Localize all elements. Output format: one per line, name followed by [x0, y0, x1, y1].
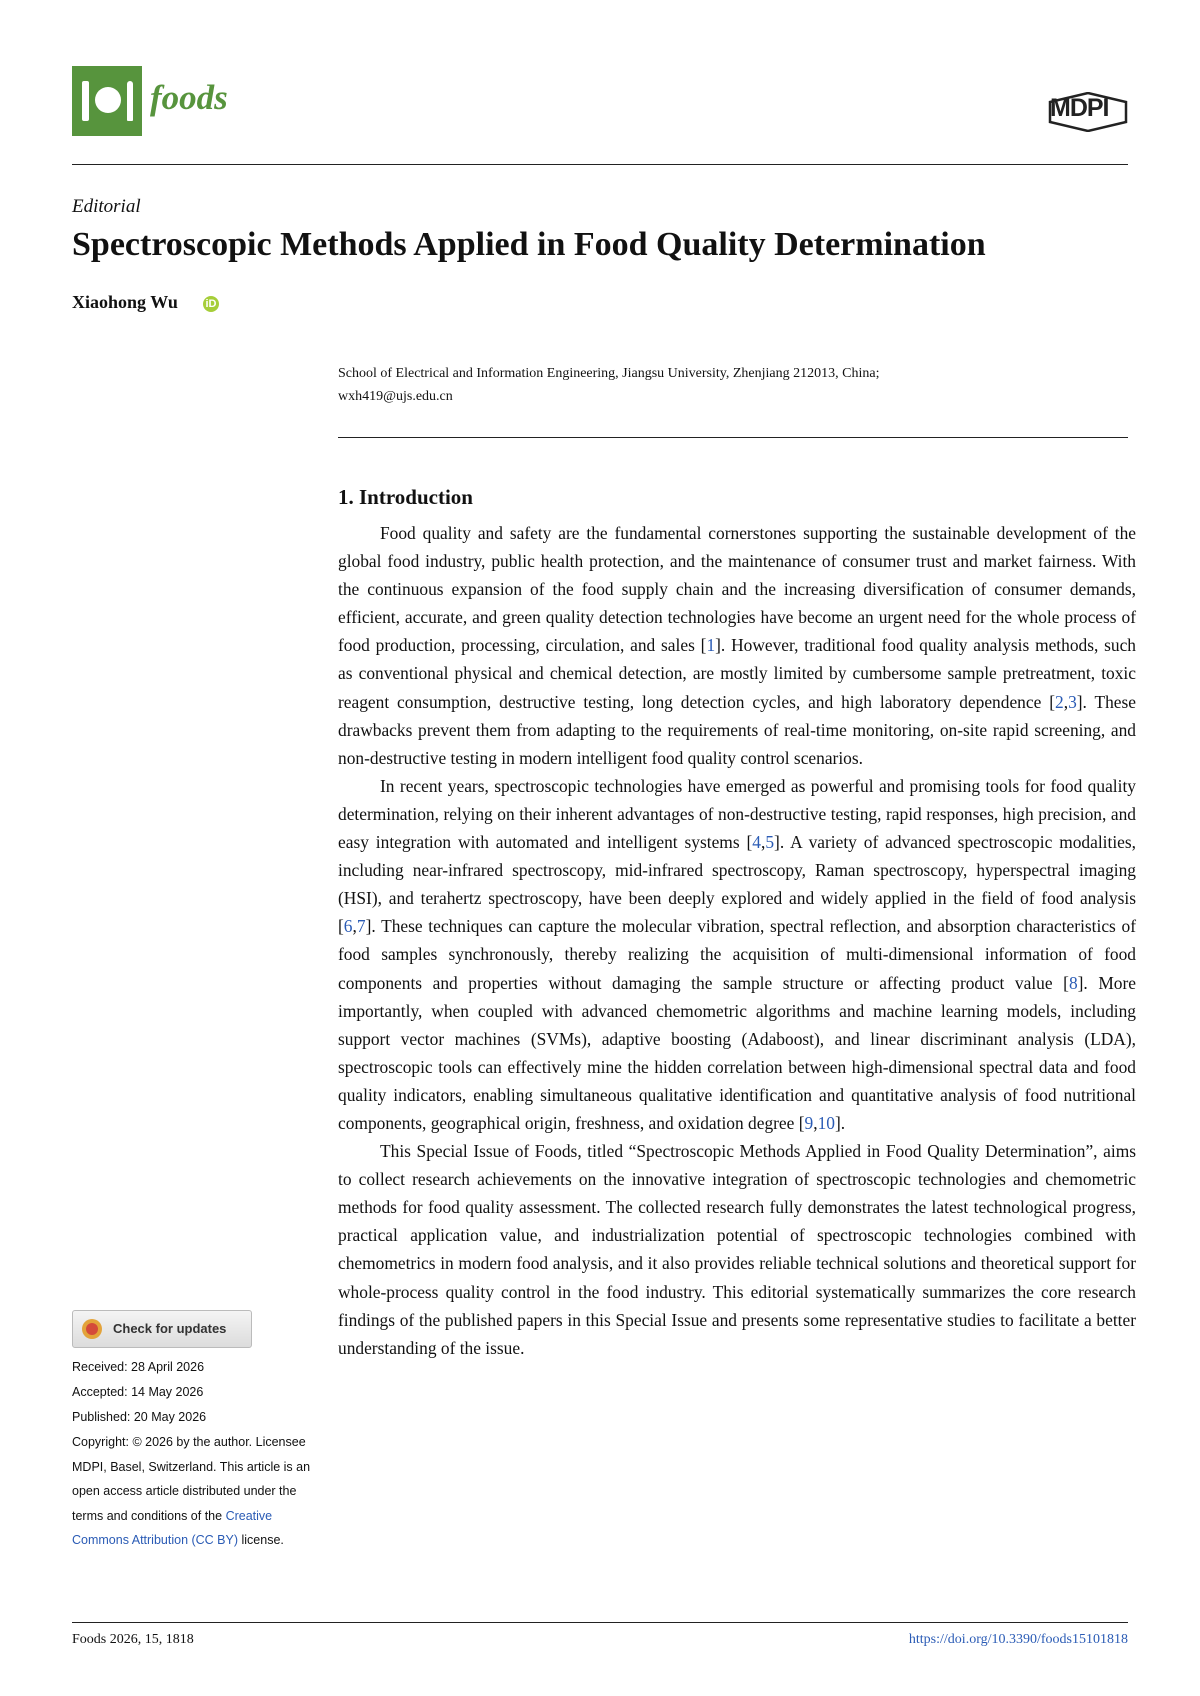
text-run: ]. These techniques can capture the molecular vibration, spectral reflection, and absorption characteristics of food samples synchronously, thereby realizing the acquisition of multi-dimensional information of food components and properties without damaging the sample structure or affecting product value [: [338, 916, 1136, 993]
publisher-name: MDPI: [1050, 94, 1109, 122]
journal-logo: [72, 66, 142, 136]
text-run: ]. However, traditional food quality analysis methods, such as conventional physical and chemical detection, are mostly limited by cumbersome sample pretreatment, toxic reagent consumption, destructive testing, long detection cycles, and high laboratory dependence [: [338, 635, 1137, 712]
citation-link[interactable]: 1: [706, 635, 716, 656]
knife-icon: [127, 81, 133, 121]
published-date: Published: 20 May 2026: [72, 1410, 207, 1424]
accepted-date: Accepted: 14 May 2026: [72, 1385, 204, 1399]
citation-link[interactable]: 8: [1068, 972, 1078, 993]
citation-link[interactable]: 7: [356, 916, 366, 937]
text-run: ]. These drawbacks prevent them from adapting to the requirements of real-time monitoring, on-site rapid screening, and non-destructive testing in modern intelligent food quality control scenarios.: [338, 691, 1137, 768]
citation-link[interactable]: 4: [752, 832, 761, 853]
citation-link[interactable]: 3: [1068, 691, 1077, 712]
copyright-text: Copyright: © 2026 by the author. Licensee MDPI, Basel, Switzerland. This article is an open access article distributed under the terms and conditions of the: [72, 1435, 311, 1523]
header-rule: [72, 164, 1128, 165]
paragraph-1: Food quality and safety are the fundamental cornerstones supporting the sustainable development of the global food industry, public health protection, and the maintenance of consumer trust and market fairness. With the continuous expansion of the food supply chain and the increasing diversification of consumer demands, efficient, accurate, and green quality detection technologies have become an urgent need for the whole process of food production, processing, circulation, and sales [1]. However, traditional food quality analysis methods, such as conventional physical and chemical detection, are mostly limited by cumbersome sample pretreatment, toxic reagent consumption, destructive testing, long detection cycles, and high laboratory dependence [2,3]. These drawbacks prevent them from adapting to the requirements of real-time monitoring, on-site rapid screening, and non-destructive testing in modern intelligent food quality control scenarios.: [338, 523, 1137, 768]
publication-dates: [72, 1355, 206, 1430]
text-run: ]. More importantly, when coupled with advanced chemometric algorithms and machine learning models, including support vector machines (SVMs), adaptive boosting (Adaboost), and linear discriminant analysis (LDA), spectroscopic tools can effectively mine the hidden correlation between high-dimensional spectral data and food quality indicators, enabling simultaneous qualitative identification and quantitative analysis of food nutritional components, geographical origin, freshness, and oxidation degree [: [338, 972, 1137, 1133]
text-run: ].: [834, 1112, 846, 1133]
text-run: In recent years, spectroscopic technologies have emerged as powerful and promising tools for food quality determination, relying on their inherent advantages of non-destructive testing, rapid responses, high precision, and easy integration with automated and intelligent systems [: [338, 775, 1136, 853]
citation-link[interactable]: 6: [343, 916, 353, 937]
text-run: Food quality and safety are the fundamental cornerstones supporting the sustainable development of the global food industry, public health protection, and the maintenance of consumer trust and market fairness. With the continuous expansion of the food supply chain and the increasing diversification of consumer demands, efficient, accurate, and green quality detection technologies have become an urgent need for the whole process of food production, processing, circulation, and sales [: [338, 523, 1136, 656]
citation-link[interactable]: 9: [804, 1112, 814, 1133]
fork-icon: [82, 81, 89, 121]
body-text: [338, 519, 1136, 1362]
license-link[interactable]: Creative Commons Attribution (CC BY): [72, 1508, 273, 1547]
copyright-notice: [72, 1430, 322, 1553]
received-date: Received: 28 April 2026: [72, 1360, 205, 1374]
text-run: ]. A variety of advanced spectroscopic modalities, including near-infrared spectroscopy, mid-infrared spectroscopy, Raman spectroscopy, hyperspectral imaging (HSI), and terahertz spectroscopy, have been deeply explored and widely applied in the field of food analysis [: [338, 832, 1137, 937]
orcid-icon[interactable]: iD: [203, 296, 219, 312]
affiliation-address: School of Electrical and Information Engineering, Jiangsu University, Zhenjiang 212013, China;: [338, 366, 880, 381]
footer-citation: Foods 2026, 15, 1818: [72, 1632, 194, 1647]
journal-name: foods: [150, 78, 228, 117]
check-updates-label: Check for updates: [113, 1321, 227, 1336]
affiliation-rule: [338, 437, 1128, 438]
paragraph-3: This Special Issue of Foods, titled “Spectroscopic Methods Applied in Food Quality Determination”, aims to collect research achievements on the innovative integration of spectroscopic technologies and chemometric methods for food quality assessment. The collected research fully demonstrates the latest technological progress, practical application value, and industrialization potential of spectroscopic technologies combined with chemometrics in modern food analysis, and it also provides reliable technical solutions and theoretical support for whole-process quality control in the food industry. This editorial systematically summarizes the core research findings of the published papers in this Special Issue and presents some representative studies to facilitate a better understanding of the issue.: [338, 1141, 1136, 1358]
footer-rule: [72, 1622, 1128, 1623]
citation-link[interactable]: 10: [817, 1112, 835, 1133]
article-title: Spectroscopic Methods Applied in Food Quality Determination: [72, 226, 986, 263]
check-for-updates-button[interactable]: [72, 1310, 252, 1348]
copyright-text-end: license.: [238, 1533, 284, 1547]
author-name: Xiaohong Wu: [72, 292, 178, 312]
plate-icon: [95, 87, 121, 113]
paragraph-2: In recent years, spectroscopic technologies have emerged as powerful and promising tools for food quality determination, relying on their inherent advantages of non-destructive testing, rapid responses, high precision, and easy integration with automated and intelligent systems [4,5]. A variety of advanced spectroscopic modalities, including near-infrared spectroscopy, mid-infrared spectroscopy, Raman spectroscopy, hyperspectral imaging (HSI), and terahertz spectroscopy, have been deeply explored and widely applied in the field of food analysis [6,7]. These techniques can capture the molecular vibration, spectral reflection, and absorption characteristics of food samples synchronously, thereby realizing the acquisition of multi-dimensional information of food components and properties without damaging the sample structure or affecting product value [8]. More importantly, when coupled with advanced chemometric algorithms and machine learning models, including support vector machines (SVMs), adaptive boosting (Adaboost), and linear discriminant analysis (LDA), spectroscopic tools can effectively mine the hidden correlation between high-dimensional spectral data and food quality indicators, enabling simultaneous qualitative identification and quantitative analysis of food nutritional components, geographical origin, freshness, and oxidation degree [9,10].: [338, 775, 1137, 1133]
update-badge-inner-icon: [86, 1323, 98, 1335]
citation-link[interactable]: 2: [1055, 691, 1064, 712]
affiliation-email[interactable]: wxh419@ujs.edu.cn: [338, 389, 453, 404]
section-heading: 1. Introduction: [338, 485, 473, 509]
article-type: Editorial: [72, 196, 141, 217]
affiliation: [338, 362, 1078, 408]
citation-link[interactable]: 5: [765, 832, 775, 853]
doi-link[interactable]: https://doi.org/10.3390/foods15101818: [908, 1632, 1128, 1647]
